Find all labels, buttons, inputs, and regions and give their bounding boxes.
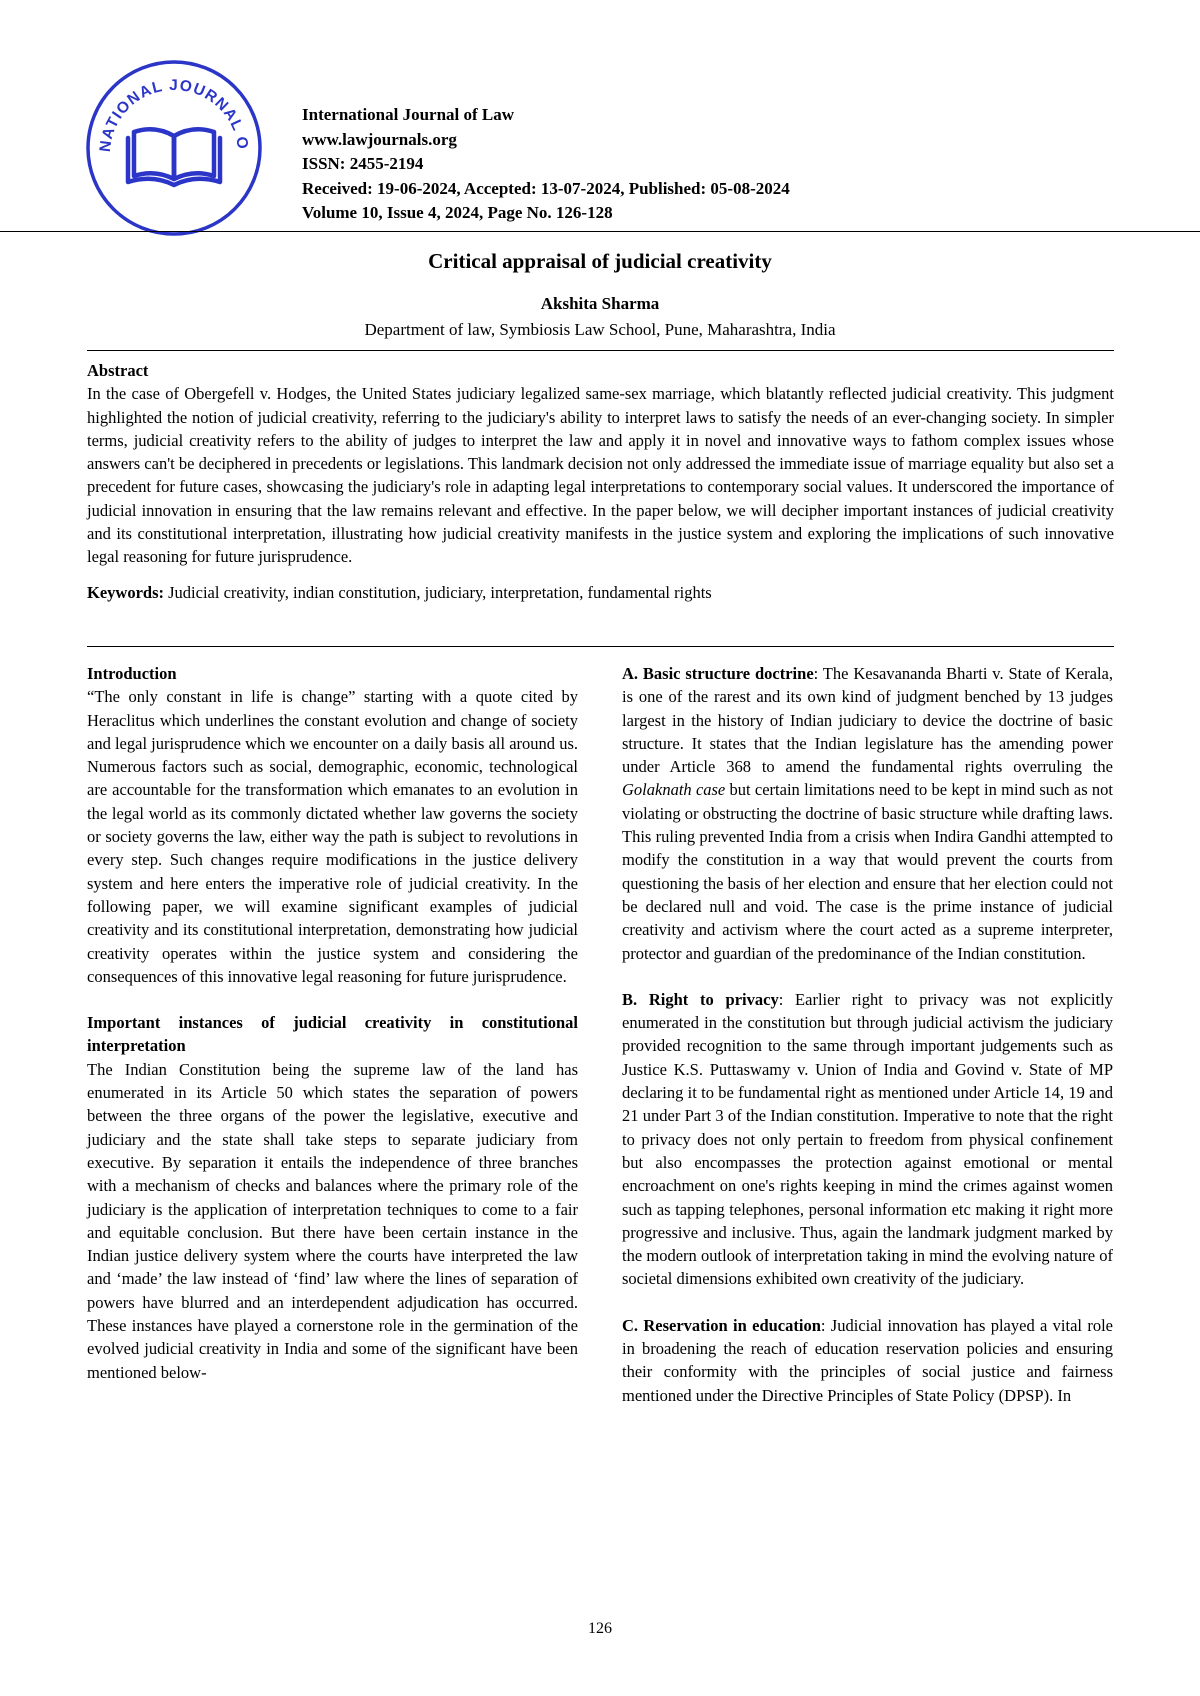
article-title: Critical appraisal of judicial creativity	[428, 249, 772, 273]
logo-text: NATIONAL JOURNAL O	[96, 76, 252, 153]
volume-info: Volume 10, Issue 4, 2024, Page No. 126-128	[302, 203, 613, 222]
basic-structure-text-1: : The Kesavananda Bharti v. State of Kerala, is one of the rarest and its own kind of judgment benched by 13 judges largest in the history of Indian judiciary to device the doctrine of basic structure. It states that the Indian legislature has the amending power under Article 368 to amend the fundamental rights overruling the	[622, 664, 1114, 777]
section-right-to-privacy	[622, 988, 1113, 1291]
abstract-top-divider	[87, 350, 1114, 351]
privacy-text: : Earlier right to privacy was not explicitly enumerated in the constitution but through judicial activism the judiciary provided recognition to the same through important judgements such as Justice K.S. Puttaswamy v. Union of India and Govind v. State of MP declaring it to be fundamental right as mentioned under Article 14, 19 and 21 under Part 3 of the Indian constitution. Imperative to note that the right to privacy does not only pertain to freedom from physical confinement but also encompasses the protection against emotional or mental encroachment on one's rights keeping in mind the crimes against women such as tapping telephones, personal information etc making it right more progressive and inclusive. Thus, again the landmark judgment marked by the modern outlook of interpretation taking in mind the evolving nature of societal dimensions exhibited own creativity of the judiciary.	[622, 989, 1113, 1289]
right-column	[622, 662, 1113, 1407]
section-basic-structure	[622, 662, 1113, 965]
reservation-text: : Judicial innovation has played a vital role in broadening the reach of education reservation policies and ensuring their conformity with the principles of social justice and fairness mentioned under the Directive Principles of State Policy (DPSP). In	[622, 1315, 1114, 1405]
instances-text: The Indian Constitution being the supreme law of the land has enumerated in its Article 50 which states the separation of powers between the three organs of the power the legislative, executive and judiciary and the state shall take steps to separate judiciary from executive. By separation it entails the independence of three branches with a mechanism of checks and balances where the primary role of the judiciary is the application of interpretation techniques to come to a fair and equitable conclusion. But there have been certain instance in the Indian justice delivery system where the courts have interpreted the law and ‘made’ the law instead of ‘find’ law where the lines of separation of powers have blurred and an interdependent adjudication has occurred. These instances have played a cornerstone role in the germination of the evolved judicial creativity in India and some of the significant have been mentioned below-	[87, 1059, 578, 1382]
article-author: Akshita Sharma	[540, 294, 660, 313]
svg-text:INTERNATIONAL JOURNAL OF LAW	[84, 58, 251, 153]
keywords-text: Judicial creativity, indian constitution, judiciary, interpretation, fundamental rights	[168, 582, 712, 602]
introduction-text: “The only constant in life is change” starting with a quote cited by Heraclitus which underlines the constant evolution and change of society and legal jurisprudence which we encounter on a daily basis all around us. Numerous factors such as social, demographic, economic, technological are accountable for the transformation which emanates to an evolution in the legal world as its commonly dictated whether law governs the society or society governs the law, either way the path is subject to revolutions in every step. Such changes require modifications in the justice delivery system and here enters the imperative role of judicial creativity. In the following paper, we will examine significant examples of judicial creativity and its constitutional interpretation, demonstrating how judicial creativity operates within the justice system and considering the consequences of this innovative legal reasoning for future jurisprudence.	[87, 687, 578, 986]
page-number: 126	[588, 1620, 612, 1637]
basic-structure-text-2: but certain limitations need to be kept in mind such as not violating or obstructing the doctrine of basic structure while drafting laws. This ruling prevented India from a crisis when Indira Gandhi attempted to modify the constitution in a way that would prevent the courts from questioning the basis of her election and ensure that her election could not be declared null and void. The case is the prime instance of judicial creativity and activism where the court acted as a supreme interpreter, protector and guardian of the predominance of the Indian constitution.	[622, 780, 1113, 963]
keywords	[87, 581, 1114, 604]
keywords-label: Keywords:	[87, 582, 164, 602]
basic-structure-label: A. Basic structure doctrine	[622, 664, 814, 683]
reservation-label: C. Reservation in education	[622, 1315, 821, 1335]
article-dates: Received: 19-06-2024, Accepted: 13-07-2024, Published: 05-08-2024	[302, 178, 790, 198]
journal-website: www.lawjournals.org	[302, 129, 457, 149]
abstract-section	[87, 359, 1114, 604]
section-reservation-education	[622, 1314, 1113, 1407]
journal-logo	[84, 58, 264, 238]
instances-heading: Important instances of judicial creativity in constitutional interpretation	[87, 1013, 578, 1056]
journal-name: International Journal of Law	[302, 105, 515, 124]
journal-seal-icon	[84, 58, 264, 238]
abstract-bottom-divider	[87, 646, 1114, 647]
golaknath-case: Golaknath case	[622, 780, 726, 800]
journal-issn: ISSN: 2455-2194	[302, 154, 424, 173]
journal-info	[302, 103, 790, 226]
header-divider	[0, 231, 1200, 232]
author-affiliation: Department of law, Symbiosis Law School, Pune, Maharashtra, India	[364, 320, 836, 339]
privacy-label: B. Right to privacy	[622, 989, 779, 1009]
introduction-heading: Introduction	[87, 664, 177, 683]
abstract-heading: Abstract	[87, 361, 149, 380]
open-book-icon	[128, 129, 220, 185]
abstract-text: In the case of Obergefell v. Hodges, the United States judiciary legalized same-sex marriage, which blatantly reflected judicial creativity. This judgment highlighted the notion of judicial creativity, referring to the judiciary's ability to interpret laws to satisfy the needs of an ever-changing society. In simpler terms, judicial creativity refers to the ability of judges to interpret the law and apply it in novel and innovative ways to fathom complex issues whose answers can't be deciphered in precedents or legislations. This landmark decision not only addressed the immediate issue of marriage equality but also set a precedent for future cases, showcasing the judiciary's role in adapting legal interpretations to contemporary social values. It underscored the importance of judicial innovation in ensuring that the law remains relevant and effective. In the paper below, we will decipher important instances of judicial creativity and its constitutional interpretation, illustrating how judicial creativity manifests in the justice system and exploring the implications of such innovative legal reasoning for future jurisprudence.	[87, 384, 1114, 567]
left-column	[87, 662, 578, 1384]
